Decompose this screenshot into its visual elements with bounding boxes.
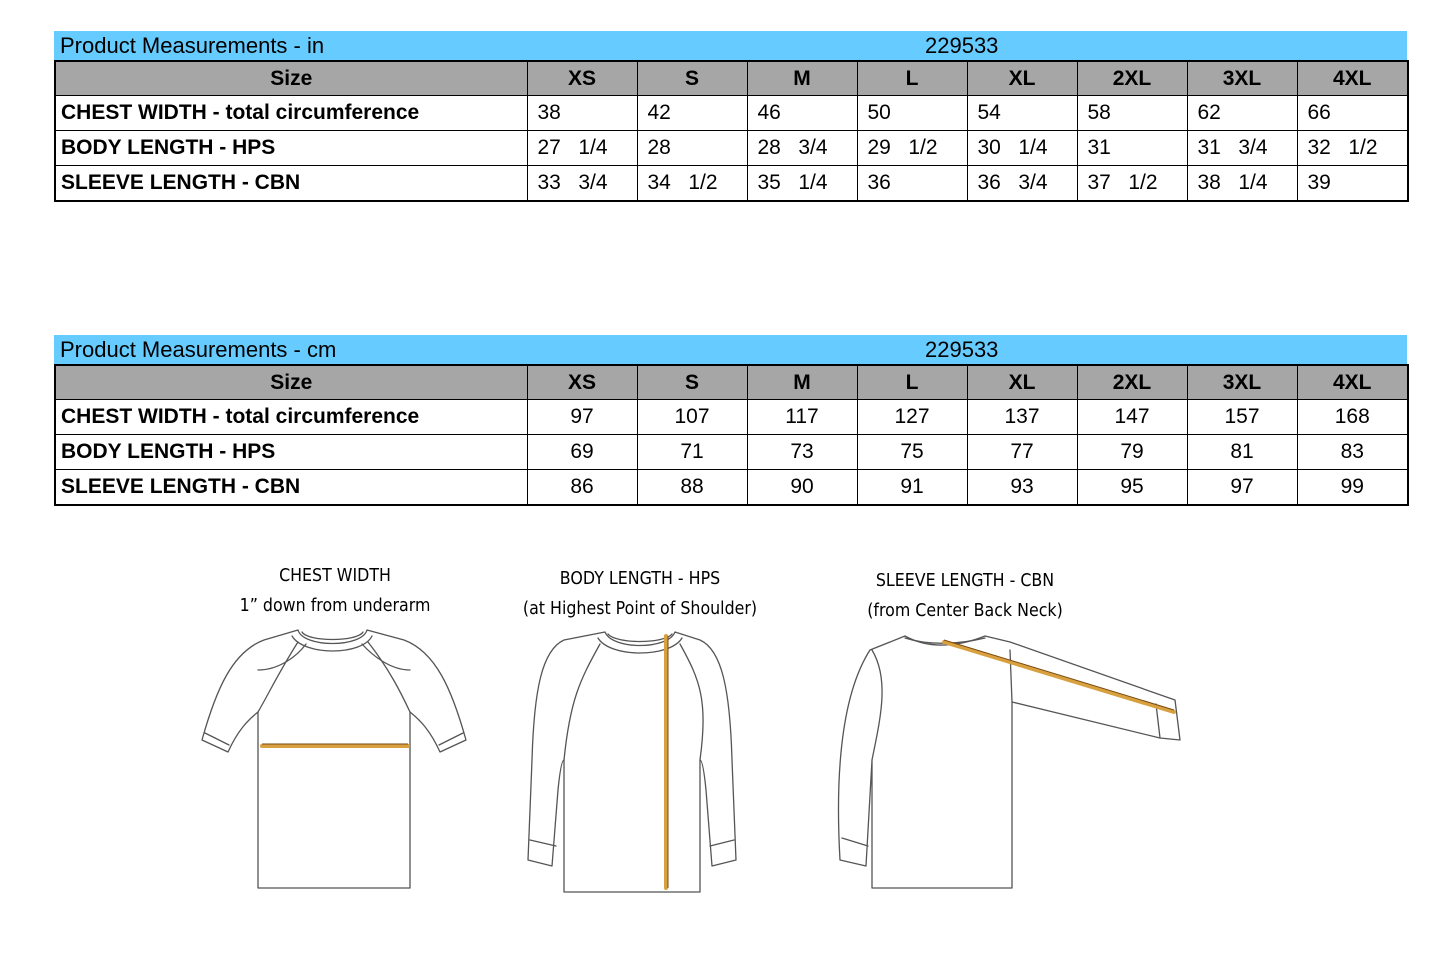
size-header-cell: XL — [967, 61, 1077, 96]
value-cell: 37 1/2 — [1077, 166, 1187, 202]
size-header-cell: 4XL — [1297, 61, 1408, 96]
value-cell: 38 — [527, 96, 637, 131]
value-cell: 77 — [967, 435, 1077, 470]
value-cell: 86 — [527, 470, 637, 506]
value-cell: 30 1/4 — [967, 131, 1077, 166]
value-cell: 31 3/4 — [1187, 131, 1297, 166]
size-header-cell: L — [857, 365, 967, 400]
value-cell: 99 — [1297, 470, 1408, 506]
value-cell: 95 — [1077, 470, 1187, 506]
caption-subtitle: (from Center Back Neck) — [867, 600, 1063, 621]
value-cell: 38 1/4 — [1187, 166, 1297, 202]
size-header-cell: M — [747, 365, 857, 400]
value-cell: 137 — [967, 400, 1077, 435]
value-cell: 54 — [967, 96, 1077, 131]
size-header-cell: 2XL — [1077, 61, 1187, 96]
caption-title: SLEEVE LENGTH - CBN — [875, 570, 1055, 591]
value-cell: 71 — [637, 435, 747, 470]
value-cell: 32 1/2 — [1297, 131, 1408, 166]
value-cell: 97 — [1187, 470, 1297, 506]
size-header-cell: S — [637, 61, 747, 96]
value-cell: 36 — [857, 166, 967, 202]
row-label: CHEST WIDTH - total circumference — [55, 400, 527, 435]
long-sleeve-shirt-back-illustration — [838, 636, 1180, 888]
size-header-cell: 2XL — [1077, 365, 1187, 400]
value-cell: 73 — [747, 435, 857, 470]
size-header-cell: 3XL — [1187, 61, 1297, 96]
value-cell: 42 — [637, 96, 747, 131]
value-cell: 36 3/4 — [967, 166, 1077, 202]
value-cell: 69 — [527, 435, 637, 470]
caption-subtitle: 1” down from underarm — [239, 595, 431, 616]
caption-title: BODY LENGTH - HPS — [559, 568, 721, 589]
size-header-cell: M — [747, 61, 857, 96]
value-cell: 58 — [1077, 96, 1187, 131]
size-header: Size — [55, 365, 527, 400]
size-header-cell: XL — [967, 365, 1077, 400]
size-header-cell: S — [637, 365, 747, 400]
row-label: BODY LENGTH - HPS — [55, 131, 527, 166]
table-title: Product Measurements - cm — [60, 337, 337, 362]
size-header: Size — [55, 61, 527, 96]
value-cell: 50 — [857, 96, 967, 131]
row-label: SLEEVE LENGTH - CBN — [55, 166, 527, 202]
value-cell: 107 — [637, 400, 747, 435]
caption-title: CHEST WIDTH — [279, 565, 391, 586]
value-cell: 46 — [747, 96, 857, 131]
value-cell: 147 — [1077, 400, 1187, 435]
value-cell: 168 — [1297, 400, 1408, 435]
value-cell: 93 — [967, 470, 1077, 506]
value-cell: 28 — [637, 131, 747, 166]
size-header-cell: XS — [527, 61, 637, 96]
value-cell: 88 — [637, 470, 747, 506]
table-title: Product Measurements - in — [60, 33, 325, 58]
value-cell: 83 — [1297, 435, 1408, 470]
value-cell: 75 — [857, 435, 967, 470]
caption-subtitle: (at Highest Point of Shoulder) — [522, 598, 758, 619]
short-sleeve-shirt-illustration — [202, 630, 466, 888]
value-cell: 27 1/4 — [527, 131, 637, 166]
row-label: BODY LENGTH - HPS — [55, 435, 527, 470]
value-cell: 33 3/4 — [527, 166, 637, 202]
row-label: CHEST WIDTH - total circumference — [55, 96, 527, 131]
value-cell: 62 — [1187, 96, 1297, 131]
value-cell: 31 — [1077, 131, 1187, 166]
value-cell: 35 1/4 — [747, 166, 857, 202]
value-cell: 90 — [747, 470, 857, 506]
size-header-cell: 3XL — [1187, 365, 1297, 400]
size-header-cell: L — [857, 61, 967, 96]
long-sleeve-shirt-front-illustration — [528, 632, 736, 892]
product-code: 229533 — [925, 33, 999, 58]
value-cell: 79 — [1077, 435, 1187, 470]
value-cell: 97 — [527, 400, 637, 435]
value-cell: 91 — [857, 470, 967, 506]
size-header-cell: 4XL — [1297, 365, 1408, 400]
value-cell: 127 — [857, 400, 967, 435]
value-cell: 117 — [747, 400, 857, 435]
value-cell: 34 1/2 — [637, 166, 747, 202]
value-cell: 29 1/2 — [857, 131, 967, 166]
value-cell: 66 — [1297, 96, 1408, 131]
product-code: 229533 — [925, 337, 999, 362]
value-cell: 28 3/4 — [747, 131, 857, 166]
row-label: SLEEVE LENGTH - CBN — [55, 470, 527, 506]
value-cell: 81 — [1187, 435, 1297, 470]
size-header-cell: XS — [527, 365, 637, 400]
value-cell: 39 — [1297, 166, 1408, 202]
value-cell: 157 — [1187, 400, 1297, 435]
